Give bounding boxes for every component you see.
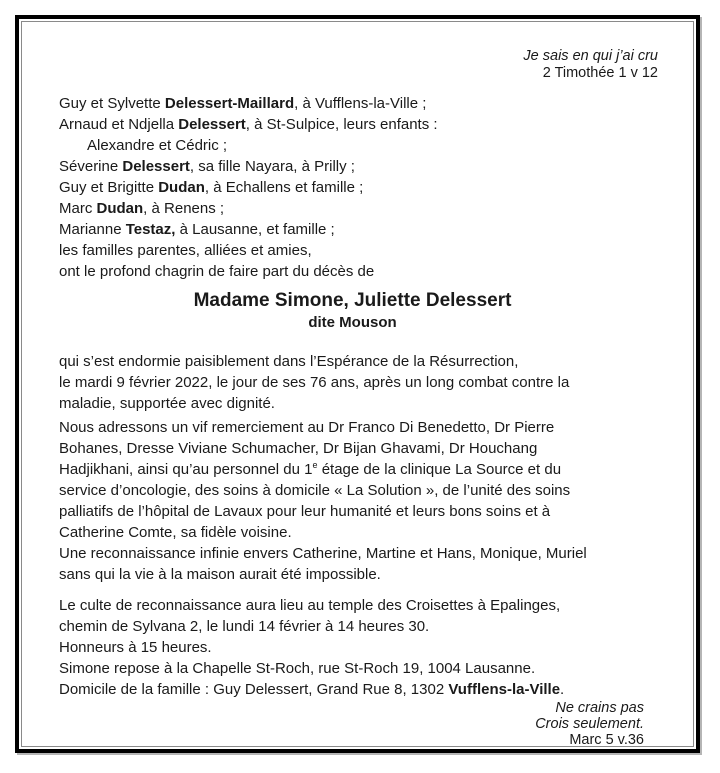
text-line: Arnaud et Ndjella Delessert, à St-Sulpice, leurs enfants :: [59, 116, 438, 133]
document-frame-inner-rule: [21, 21, 694, 747]
epigraph-top-reference: 2 Timothée 1 v 12: [542, 65, 658, 81]
text-line: Alexandre et Cédric ;: [87, 137, 228, 154]
text-line: les familles parentes, alliées et amies,: [59, 242, 312, 259]
death-paragraph: [59, 351, 658, 414]
text-line: Bohanes, Dresse Viviane Schumacher, Dr Bijan Ghavami, Dr Houchang: [59, 440, 538, 457]
family-list: [59, 93, 658, 282]
text-line: ont le profond chagrin de faire part du décès de: [59, 263, 375, 280]
epigraph-bottom: [59, 700, 644, 746]
text-line: chemin de Sylvana 2, le lundi 14 février à 14 heures 30.: [59, 618, 430, 635]
text-line: Guy et Sylvette Delessert-Maillard, à Vufflens-la-Ville ;: [59, 95, 427, 112]
text-line: service d’oncologie, des soins à domicile « La Solution », de l’unité des soins: [59, 482, 571, 499]
epigraph-top-quote: Je sais en qui j’ai cru: [523, 48, 658, 64]
epigraph-top: [59, 48, 658, 82]
text-line: Domicile de la famille : Guy Delessert, Grand Rue 8, 1302 Vufflens-la-Ville.: [59, 681, 565, 698]
text-line: Une reconnaissance infinie envers Catherine, Martine et Hans, Monique, Muriel: [59, 545, 587, 562]
obituary-content: [22, 22, 693, 746]
ceremony-paragraph: [59, 595, 658, 700]
epigraph-bottom-quote-line1: Ne crains pas: [555, 700, 644, 716]
deceased-name: Madame Simone, Juliette Delessert: [193, 290, 512, 311]
text-line: Guy et Brigitte Dudan, à Echallens et famille ;: [59, 179, 364, 196]
text-line: maladie, supportée avec dignité.: [59, 395, 275, 412]
text-line: sans qui la vie à la maison aurait été impossible.: [59, 566, 381, 583]
text-line: Simone repose à la Chapelle St-Roch, rue St-Roch 19, 1004 Lausanne.: [59, 660, 536, 677]
text-line: Nous adressons un vif remerciement au Dr Franco Di Benedetto, Dr Pierre: [59, 419, 555, 436]
text-line: palliatifs de l’hôpital de Lavaux pour leur humanité et leurs bons soins et à: [59, 503, 551, 520]
deceased-name-block: [59, 289, 646, 333]
deceased-alias: dite Mouson: [308, 314, 397, 331]
epigraph-bottom-quote-line2: Crois seulement.: [535, 716, 644, 732]
text-line: Séverine Delessert, sa fille Nayara, à Prilly ;: [59, 158, 355, 175]
text-line: Le culte de reconnaissance aura lieu au temple des Croisettes à Epalinges,: [59, 597, 561, 614]
document-frame: [15, 15, 700, 753]
text-line: Catherine Comte, sa fidèle voisine.: [59, 524, 292, 541]
text-line: Marc Dudan, à Renens ;: [59, 200, 225, 217]
text-line: qui s’est endormie paisiblement dans l’Espérance de la Résurrection,: [59, 353, 519, 370]
text-line: Honneurs à 15 heures.: [59, 639, 212, 656]
text-line: Marianne Testaz, à Lausanne, et famille ;: [59, 221, 335, 238]
thanks-paragraph: [59, 417, 658, 585]
text-line: le mardi 9 février 2022, le jour de ses 76 ans, après un long combat contre la: [59, 374, 570, 391]
text-line: Hadjikhani, ainsi qu’au personnel du 1e étage de la clinique La Source et du: [59, 460, 562, 478]
epigraph-bottom-reference: Marc 5 v.36: [569, 732, 644, 746]
